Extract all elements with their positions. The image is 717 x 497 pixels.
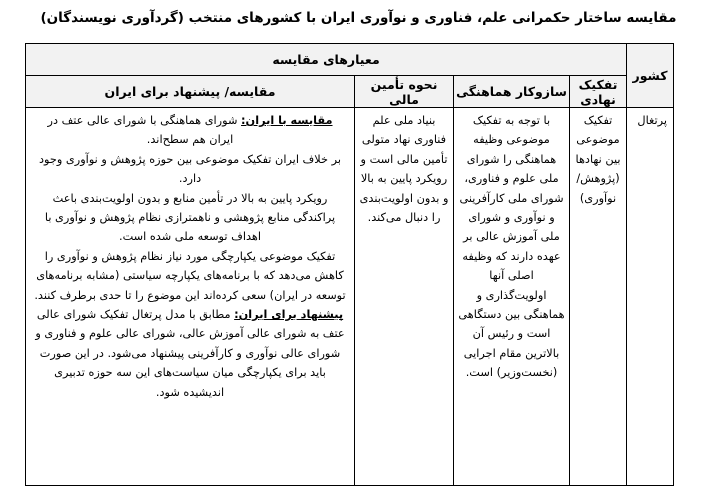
header-financing: نحوه تأمین مالی	[355, 76, 454, 108]
header-institutional-separation: تفکیک نهادی	[570, 76, 627, 108]
comparison-paragraph	[34, 111, 346, 150]
header-coordination: سازوکار هماهنگی	[454, 76, 570, 108]
comparison-text: شورای هماهنگی با شورای عالی عتف در ایران هم سطح‌اند.	[47, 114, 242, 147]
proposal-paragraph	[34, 305, 346, 402]
header-comparison: مقایسه/ پیشنهاد برای ایران	[26, 76, 355, 108]
header-criteria-group: معیارهای مقایسه	[26, 44, 627, 76]
header-country: کشور	[627, 44, 674, 108]
cell-financing: بنیاد ملی علم فناوری نهاد متولی تأمین مالی است و رویکرد پایین به بالا و بدون اولویت‌بندی را دنبال می‌کند.	[355, 108, 454, 486]
cell-institutional-separation: تفکیک موضوعی بین نهادها (پژوهش/ نوآوری)	[570, 108, 627, 486]
comparison-label: مقایسه با ایران:	[241, 114, 333, 127]
comparison-paragraph: رویکرد پایین به بالا در تأمین منابع و بدون اولویت‌بندی باعث پراکندگی منابع پژوهشی و ناهمترازی نظام پژوهش و نوآوری با اهداف توسعه ملی شده است.	[44, 191, 336, 244]
comparison-paragraph: بر خلاف ایران تفکیک موضوعی بین حوزه پژوهش و نوآوری وجود دارد.	[39, 152, 341, 186]
cell-comparison	[26, 108, 355, 486]
comparison-paragraph: تفکیک موضوعی یکپارچگی مورد نیاز نظام پژوهش و نوآوری را کاهش می‌دهد که با برنامه‌های یکپارچه سیاستی (مشابه برنامه‌های توسعه در ایران) سعی کرده‌اند این موضوع را تا حدی برطرف کنند.	[34, 249, 346, 302]
proposal-text: مطابق با مدل پرتغال تفکیک شورای عالی عتف به شورای عالی آموزش عالی، شورای عالی علوم و فناوری و شورای عالی نوآوری و کارآفرینی پیشنهاد می‌شود. در این صورت باید برای یکپارچگی میان سیاست‌های این سه حوزه تدبیری اندیشیده شود.	[35, 308, 345, 399]
comparison-table	[25, 43, 674, 486]
proposal-label: پیشنهاد برای ایران:	[234, 308, 344, 322]
table-row	[26, 108, 674, 486]
cell-coordination: با توجه به تفکیک موضوعی وظیفه هماهنگی را شورای ملی علوم و فناوری، شورای ملی کارآفرینی و نوآوری و شورای ملی آموزش عالی بر عهده دارند که وظیفه اصلی آنها اولویت‌گذاری و هماهنگی بین دستگاهی است و رئیس آن بالاترین مقام اجرایی (نخست‌وزیر) است.	[454, 108, 570, 486]
cell-country: پرتغال	[627, 108, 674, 486]
table-caption: مقایسه ساختار حکمرانی علم، فناوری و نوآوری ایران با کشورهای منتخب (گردآوری نویسندگان)	[40, 10, 677, 26]
